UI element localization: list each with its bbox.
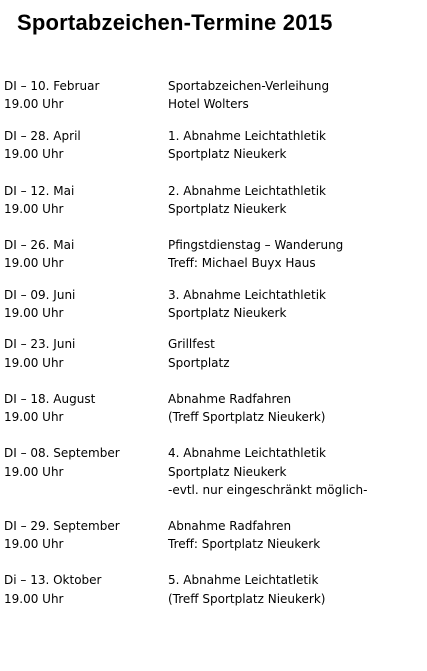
event-description: Grillfest: [168, 337, 215, 351]
event-date: DI – 10. Februar: [4, 79, 100, 93]
event-time: 19.00 Uhr: [4, 202, 64, 216]
event-date: DI – 18. August: [4, 392, 96, 406]
page-title: Sportabzeichen-Termine 2015: [17, 10, 333, 35]
event-date: DI – 08. September: [4, 446, 120, 460]
event-time: 19.00 Uhr: [4, 97, 64, 111]
event-time: 19.00 Uhr: [4, 356, 64, 370]
event-location: Sportplatz Nieukerk: [168, 306, 287, 320]
event-date: DI – 26. Mai: [4, 238, 75, 252]
event-time: 19.00 Uhr: [4, 147, 64, 161]
event-location: Hotel Wolters: [168, 97, 249, 111]
event-date: DI – 29. September: [4, 519, 120, 533]
event-location: (Treff Sportplatz Nieukerk): [168, 410, 326, 424]
event-time: 19.00 Uhr: [4, 256, 64, 270]
event-date: DI – 12. Mai: [4, 184, 75, 198]
event-date: DI – 23. Juni: [4, 337, 76, 351]
event-description: 1. Abnahme Leichtathletik: [168, 129, 327, 143]
event-location: Sportplatz: [168, 356, 230, 370]
event-time: 19.00 Uhr: [4, 465, 64, 479]
event-description: 3. Abnahme Leichtathletik: [168, 288, 327, 302]
event-location: Sportplatz Nieukerk: [168, 147, 287, 161]
event-location: Sportplatz Nieukerk: [168, 202, 287, 216]
event-date: DI – 09. Juni: [4, 288, 76, 302]
event-location: Treff: Sportplatz Nieukerk: [168, 537, 321, 551]
event-location: (Treff Sportplatz Nieukerk): [168, 592, 326, 606]
event-time: 19.00 Uhr: [4, 306, 64, 320]
event-description: Abnahme Radfahren: [168, 392, 292, 406]
event-note: -evtl. nur eingeschränkt möglich-: [168, 483, 368, 497]
event-time: 19.00 Uhr: [4, 537, 64, 551]
event-location: Treff: Michael Buyx Haus: [168, 256, 316, 270]
event-time: 19.00 Uhr: [4, 410, 64, 424]
event-date: Di – 13. Oktober: [4, 573, 102, 587]
event-location: Sportplatz Nieukerk: [168, 465, 287, 479]
event-description: 4. Abnahme Leichtathletik: [168, 446, 327, 460]
event-date: DI – 28. April: [4, 129, 81, 143]
event-description: 2. Abnahme Leichtathletik: [168, 184, 327, 198]
event-time: 19.00 Uhr: [4, 592, 64, 606]
event-description: Abnahme Radfahren: [168, 519, 292, 533]
event-description: 5. Abnahme Leichtatletik: [168, 573, 319, 587]
event-description: Pfingstdienstag – Wanderung: [168, 238, 344, 252]
event-description: Sportabzeichen-Verleihung: [168, 79, 330, 93]
